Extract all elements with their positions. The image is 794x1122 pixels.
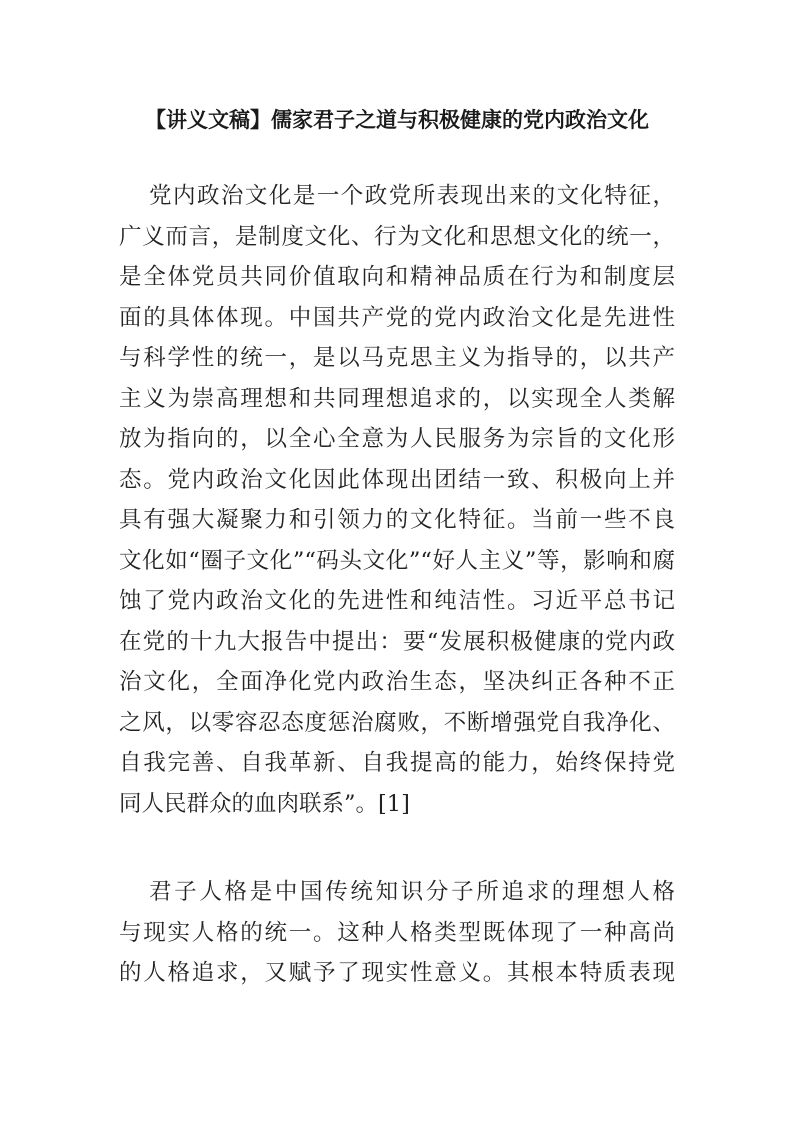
paragraph-line: 治文化，全面净化党内政治生态，坚决纠正各种不正 bbox=[119, 669, 675, 695]
paragraph-line: 党内政治文化是一个政党所表现出来的文化特征， bbox=[149, 183, 675, 209]
paragraph-line: 自我完善、自我革新、自我提高的能力，始终保持党 bbox=[119, 750, 675, 776]
paragraph-line: 在党的十九大报告中提出：要“发展积极健康的党内政 bbox=[119, 628, 675, 655]
paragraph-line: 蚀了党内政治文化的先进性和纯洁性。习近平总书记 bbox=[119, 588, 675, 614]
paragraph-line: 君子人格是中国传统知识分子所追求的理想人格 bbox=[149, 879, 675, 905]
paragraph-line: 与现实人格的统一。这种人格类型既体现了一种高尚 bbox=[119, 919, 675, 946]
paragraph-line: 放为指向的，以全心全意为人民服务为宗旨的文化形 bbox=[119, 426, 675, 452]
paragraph-2 bbox=[119, 872, 675, 994]
paragraph-1 bbox=[119, 176, 675, 824]
paragraph-line: 的人格追求，又赋予了现实性意义。其根本特质表现 bbox=[119, 960, 675, 986]
paragraph-line: 同人民群众的血肉联系”。[1] bbox=[119, 790, 410, 817]
paragraph-line: 文化如“圈子文化”“码头文化”“好人主义”等，影响和腐 bbox=[119, 547, 675, 574]
paragraph-line: 具有强大凝聚力和引领力的文化特征。当前一些不良 bbox=[119, 507, 675, 533]
paragraph-line: 是全体党员共同价值取向和精神品质在行为和制度层 bbox=[119, 264, 675, 290]
paragraph-line: 态。党内政治文化因此体现出团结一致、积极向上并 bbox=[119, 466, 675, 493]
paragraph-line: 之风，以零容忍态度惩治腐败，不断增强党自我净化、 bbox=[119, 709, 675, 736]
paragraph-line: 与科学性的统一，是以马克思主义为指导的，以共产 bbox=[119, 345, 675, 371]
paragraph-line: 广义而言，是制度文化、行为文化和思想文化的统一， bbox=[119, 223, 675, 250]
document-title: 【讲义文稿】儒家君子之道与积极健康的党内政治文化 bbox=[145, 108, 649, 132]
paragraph-line: 面的具体体现。中国共产党的党内政治文化是先进性 bbox=[119, 304, 675, 331]
paragraph-line: 主义为崇高理想和共同理想追求的，以实现全人类解 bbox=[119, 385, 675, 412]
